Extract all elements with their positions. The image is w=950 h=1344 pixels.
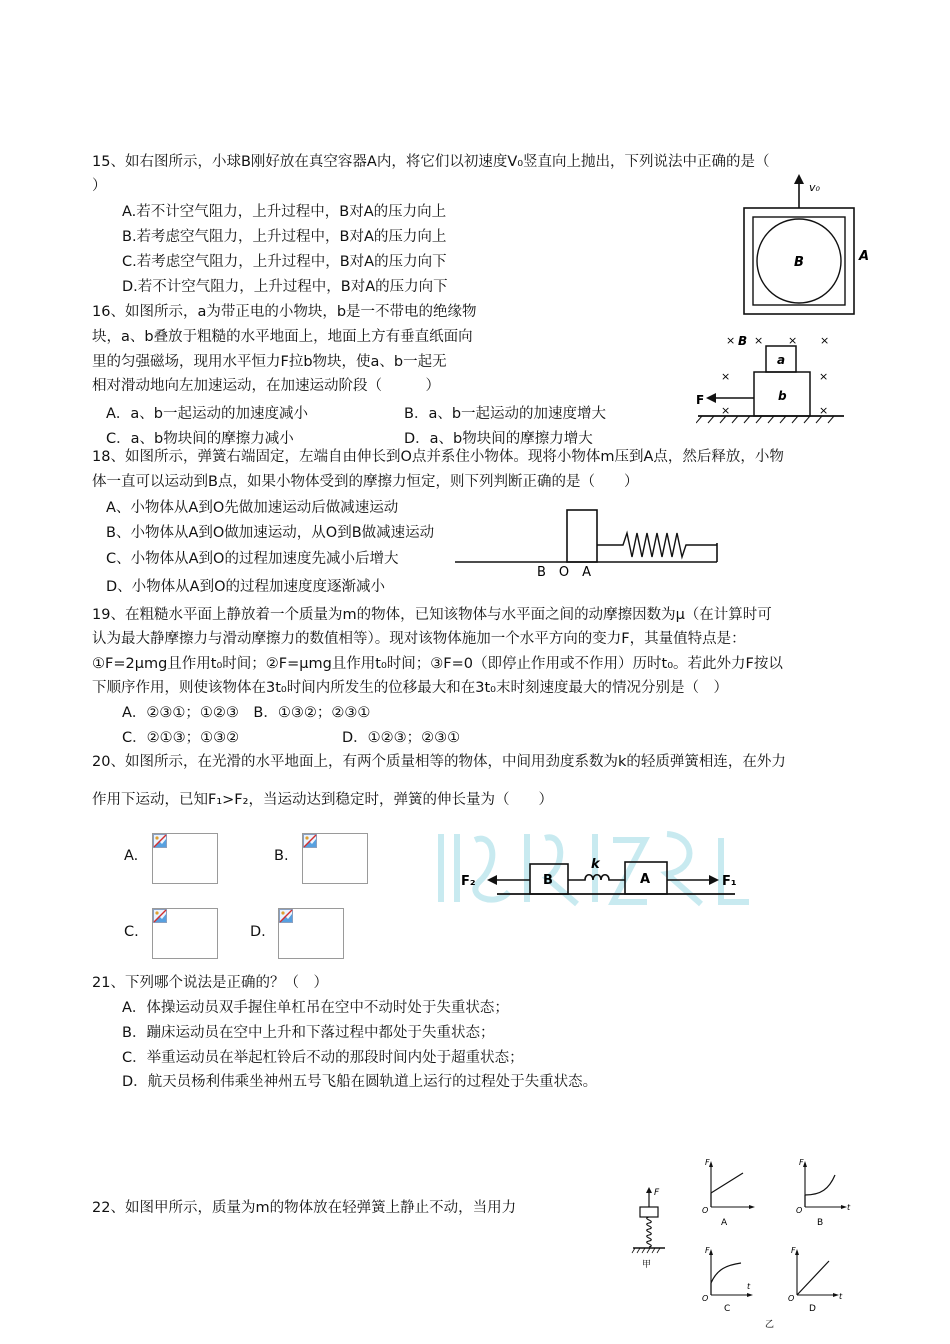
q16-stem-line3: 里的匀强磁场，现用水平恒力F拉b物块，使a、b一起无: [92, 354, 447, 370]
q16-option-b: B．a、b一起运动的加速度增大: [404, 406, 607, 422]
graph-b-label: B: [817, 1218, 824, 1228]
q18-option-a: A、小物体从A到O先做加速运动后做减速运动: [106, 500, 399, 516]
q21-option-d: D．航天员杨利伟乘坐神州五号飞船在圆轨道上运行的过程处于失重状态。: [122, 1074, 598, 1090]
q22-fig-jia: [632, 1187, 665, 1270]
q15-stem-line1: 15、如右图所示，小球B刚好放在真空容器A内，将它们以初速度V₀竖直向上抛出，下列说法中正确的是（: [92, 154, 770, 170]
q19-option-ab: A．②③①；①②③ B．①③②；②③①: [122, 705, 371, 721]
q20-fig-force1-label: F₁: [722, 874, 737, 889]
field-cross: ×: [820, 334, 830, 347]
q16-fig-field-label: B: [738, 334, 748, 348]
q18-option-b: B、小物体从A到O做加速运动，从O到B做减速运动: [106, 525, 435, 541]
q20-fig-spring-k-label: k: [591, 857, 600, 872]
q20-choice-a-label: A.: [124, 848, 139, 864]
graph-a-label: A: [721, 1218, 728, 1228]
graph-b-y-label: F: [799, 1158, 804, 1167]
field-cross: ×: [726, 334, 736, 347]
graph-d-origin: O: [788, 1294, 795, 1303]
q20-choice-d-label: D.: [250, 924, 266, 940]
q18-stem-line1: 18、如图所示，弹簧右端固定，左端自由伸长到O点并系住小物体。现将小物体m压到A点，然后释放，小物: [92, 449, 784, 465]
q16-stem-line2: 块，a、b叠放于粗糙的水平地面上，地面上方有垂直纸面向: [92, 329, 473, 345]
broken-image-icon: [303, 834, 317, 848]
q15-option-a: A.若不计空气阻力，上升过程中，B对A的压力向上: [122, 204, 447, 220]
q16-stem-line1: 16、如图所示，a为带正电的小物块，b是一不带电的绝缘物: [92, 304, 477, 320]
q20-fig-force2-label: F₂: [461, 874, 476, 889]
q20-choice-c-image: [152, 908, 218, 959]
graph-b-origin: O: [796, 1206, 803, 1215]
q18-option-d: D、小物体从A到O的过程加速度度逐渐减小: [106, 579, 385, 595]
q18-stem-line2: 体一直可以运动到B点，如果小物体受到的摩擦力恒定，则下列判断正确的是（ ）: [92, 474, 639, 490]
graph-c-label: C: [724, 1304, 731, 1314]
q16-fig-force-label: F: [696, 393, 705, 407]
q22-graph-a: [702, 1158, 755, 1228]
graph-d-label: D: [809, 1304, 816, 1314]
q20-fig-block-b-label: B: [543, 873, 553, 888]
graph-c-y-label: F: [705, 1246, 710, 1255]
q22-spring-graphs-figure: [625, 1155, 855, 1340]
graph-d-y-label: F: [791, 1246, 796, 1255]
q16-fig-block-a-label: a: [777, 353, 786, 367]
broken-image-icon: [153, 909, 167, 923]
broken-image-icon: [279, 909, 293, 923]
q15-stem-line2: ）: [92, 178, 107, 194]
broken-image-icon: [153, 834, 167, 848]
q16-option-a: A．a、b一起运动的加速度减小: [106, 406, 309, 422]
q20-choice-a-image: [152, 833, 218, 884]
q16-fig-block-b-label: b: [778, 389, 787, 403]
field-cross: ×: [819, 370, 829, 383]
q19-option-c: C．②①③；①③②: [122, 730, 240, 746]
graph-c-x-label: t: [747, 1282, 751, 1291]
q15-fig-ball-label: B: [794, 255, 804, 270]
q18-fig-points-label: B O A: [537, 565, 592, 580]
q21-option-c: C．举重运动员在举起杠铃后不动的那段时间内处于超重状态；: [122, 1050, 524, 1066]
field-cross: ×: [788, 334, 798, 347]
q22-graph-b: [796, 1158, 851, 1228]
q19-stem-line3: ①F=2μmg且作用t₀时间；②F=μmg且作用t₀时间；③F=0（即停止作用或不作用）历时t₀。若此外力F按以: [92, 656, 783, 672]
graph-a-origin: O: [702, 1206, 709, 1215]
q22-stem-line1: 22、如图甲所示，质量为m的物体放在轻弹簧上静止不动，当用力: [92, 1200, 517, 1216]
graph-b-x-label: t: [847, 1203, 851, 1212]
q16-option-c: C．a、b物块间的摩擦力减小: [106, 431, 294, 447]
q19-stem-line1: 19、在粗糙水平面上静放着一个质量为m的物体，已知该物体与水平面之间的动摩擦因数为μ（在计算时可: [92, 607, 772, 623]
graph-d-x-label: t: [839, 1292, 843, 1301]
q19-option-d: D．①②③；②③①: [342, 730, 461, 746]
jia-label: 甲: [642, 1260, 652, 1270]
q21-option-b: B．蹦床运动员在空中上升和下落过程中都处于失重状态；: [122, 1025, 495, 1041]
q20-choice-b-image: [302, 833, 368, 884]
q20-two-blocks-figure: [435, 822, 755, 918]
q16-stem-line4: 相对滑动地向左加速运动，在加速运动阶段（ ）: [92, 378, 440, 394]
q22-graph-d: [788, 1246, 843, 1314]
q15-option-d: D.若不计空气阻力，上升过程中，B对A的压力向下: [122, 279, 448, 295]
graph-a-y-label: F: [705, 1158, 710, 1167]
q16-option-d: D．a、b物块间的摩擦力增大: [404, 431, 593, 447]
q15-fig-v0-label: v₀: [809, 181, 820, 194]
jia-force-label: F: [654, 1188, 660, 1198]
q18-spring-figure: [455, 505, 730, 580]
q15-option-c: C.若考虑空气阻力，上升过程中，B对A的压力向下: [122, 254, 447, 270]
q15-container-figure: [736, 172, 876, 322]
q20-fig-block-a-label: A: [640, 872, 651, 887]
q18-option-c: C、小物体从A到O的过程加速度先减小后增大: [106, 551, 399, 567]
q20-stem-line1: 20、如图所示，在光滑的水平地面上，有两个质量相等的物体，中间用劲度系数为k的轻质弹簧相连，在外力: [92, 754, 786, 770]
field-cross: ×: [721, 404, 731, 417]
q20-choice-d-image: [278, 908, 344, 959]
field-cross: ×: [721, 370, 731, 383]
q22-graph-c: [702, 1246, 753, 1314]
q21-stem: 21、下列哪个说法是正确的？（ ）: [92, 975, 328, 991]
q15-fig-container-label: A: [859, 249, 870, 264]
q20-choice-b-label: B.: [274, 848, 289, 864]
graph-c-origin: O: [702, 1294, 709, 1303]
q16-magnetic-field-figure: [696, 328, 846, 428]
q19-stem-line2: 认为最大静摩擦力与滑动摩擦力的数值相等）。现对该物体施加一个水平方向的变力F，其量值特点是：: [92, 631, 746, 647]
yi-label: 乙: [765, 1320, 775, 1330]
q20-choice-c-label: C.: [124, 924, 139, 940]
field-cross: ×: [754, 334, 764, 347]
field-cross: ×: [819, 404, 829, 417]
q19-stem-line4: 下顺序作用，则使该物体在3t₀时间内所发生的位移最大和在3t₀末时刻速度最大的情况分别是（ ）: [92, 680, 728, 696]
q15-option-b: B.若考虑空气阻力，上升过程中，B对A的压力向上: [122, 229, 447, 245]
q21-option-a: A．体操运动员双手握住单杠吊在空中不动时处于失重状态；: [122, 1000, 509, 1016]
q20-stem-line2: 作用下运动，已知F₁>F₂，当运动达到稳定时，弹簧的伸长量为（ ）: [92, 792, 553, 808]
